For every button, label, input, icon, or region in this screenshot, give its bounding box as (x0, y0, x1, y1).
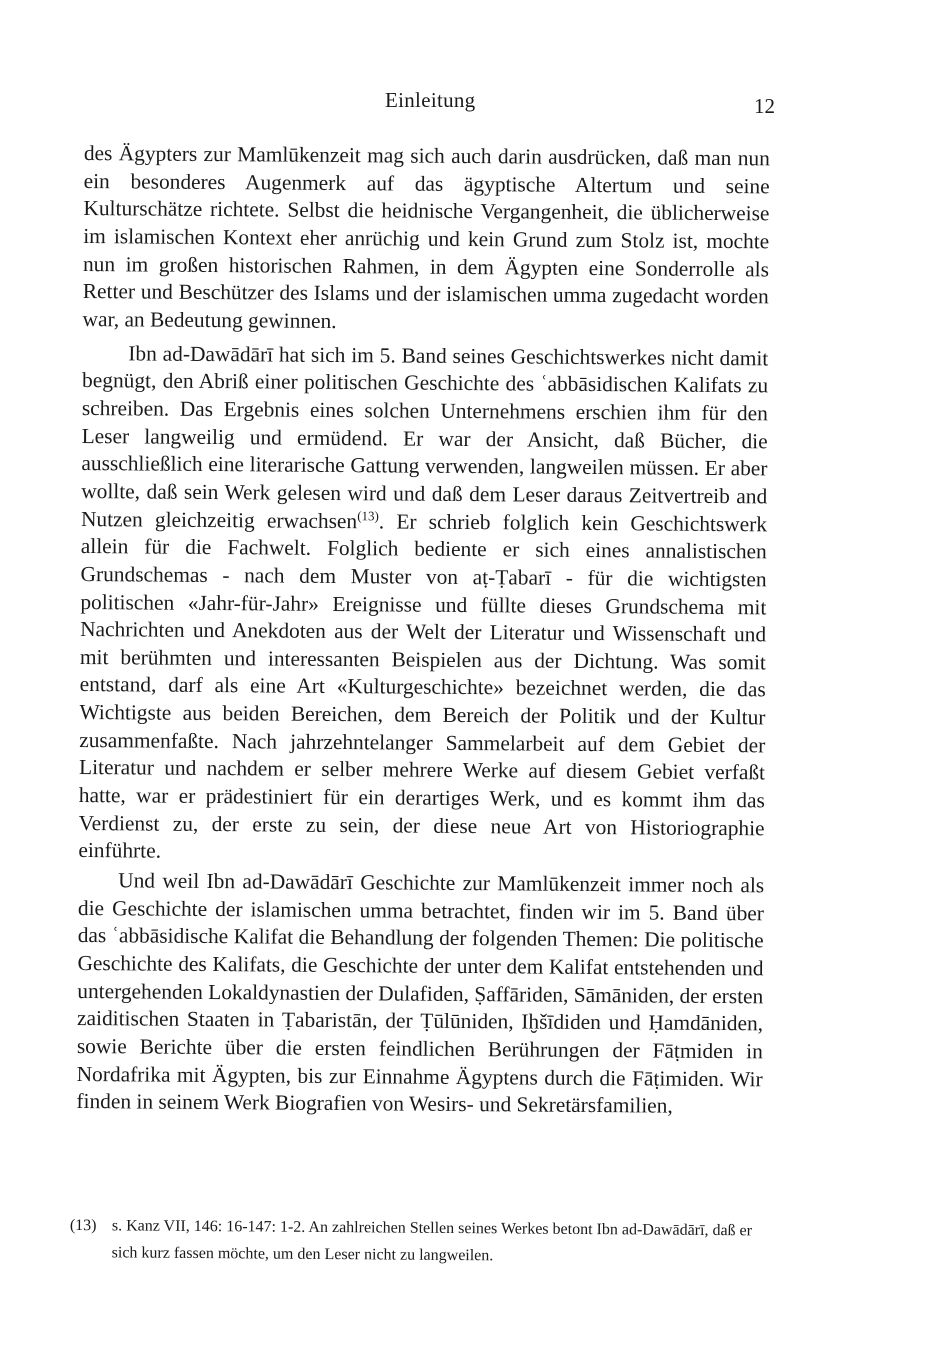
running-head (0, 88, 943, 118)
paragraph-3-text: Und weil Ibn ad-Dawādārī Geschichte zur Mamlūkenzeit immer noch als die Geschichte der islamischen umma betrachtet, finden wir im 5. Band über das ʿabbāsidische Kalifat die Behandlung der folgenden Themen: Die politische Geschichte des Kalifats, die Geschichte der unter dem Kalifat entstehenden und untergehenden Lokaldynastien der Dulafiden, Ṣaffāriden, Sāmāniden, der ersten zaiditischen Staaten in Ṭabaristān, der Ṭūlūniden, Iḫšīdiden und Ḥamdāniden, sowie Berichte über die ersten feindlichen Berührungen der Fāṭmiden in Nordafrika mit Ägypten, bis zur Einnahme Ägyptens durch die Fāṭimiden. Wir finden in seinem Werk Biografien von Wesirs- und Sekretärsfamilien, (76, 868, 765, 1118)
running-title: Einleitung (385, 88, 476, 112)
footnote-reference-13: (13) (357, 507, 379, 523)
paragraph-2 (78, 340, 768, 871)
body-text (76, 140, 770, 1121)
paragraph-2-text-before-note: Ibn ad-Dawādārī hat sich im 5. Band seines Geschichtswerkes nicht damit begnügt, den Abriß einer politischen Geschichte des ʿabbāsidischen Kalifats zu schreiben. Das Ergebnis eines solchen Unternehmens erschien ihm für den Leser langweilig und ermüdend. Er war der Ansicht, daß Bücher, die ausschließlich eine literarische Gattung verwenden, langweilen müssen. Er aber wollte, daß sein Werk gelesen wird und daß dem Leser daraus Zeitvertreib and Nutzen gleichzeitig erwachsen (80, 340, 769, 533)
page-number: 12 (754, 94, 775, 118)
paragraph-2-text-after-note: . Er schrieb folglich kein Geschichtswerk allein für die Fachwelt. Folglich bediente er sich eines annalistischen Grundschemas - nach dem Muster von aṭ-Ṭabarī - für die wichtigsten politischen «Jahr-für-Jahr» Ereignisse und füllte dieses Grundschema mit Nachrichten und Anekdoten aus der Welt der Literatur und Wissenschaft und mit berühmten und interessanten Beispielen aus der Dichtung. Was somit entstand, darf als eine Art «Kulturgeschichte» bezeichnet werden, die das Wichtigste aus beiden Bereichen, dem Bereich der Politik und der Kultur zusammenfaßte. Nach jahrzehntelanger Sammelarbeit auf dem Gebiet der Literatur und nachdem er selber mehrere Werke auf diesem Gebiet verfaßt hatte, war er prädestiniert für ein derartiges Werk, und es kommt ihm das Verdienst zu, der erste zu sein, der diese neue Art von Historiographie einführte. (78, 508, 768, 864)
footnote-13 (70, 1212, 770, 1271)
footnote-number: (13) (69, 1216, 97, 1235)
paragraph-1-text: des Ägypters zur Mamlūkenzeit mag sich auch darin ausdrücken, daß man nun ein besonderes Augenmerk auf das ägyptische Altertum und seine Kulturschätze richtete. Selbst die heidnische Vergangenheit, die üblicherweise im islamischen Kontext eher anrüchig und kein Grund zum Stolz ist, mochte nun im großen historischen Rahmen, in dem Ägypten eine Sonderrolle als Retter und Beschützer des Islams und der islamischen umma zugedacht worden war, an Bedeutung gewinnen. (82, 140, 770, 333)
paragraph-3 (76, 867, 764, 1121)
paragraph-1 (82, 140, 769, 339)
footnote-text: s. Kanz VII, 146: 16-147: 1-2. An zahlreichen Stellen seines Werkes betont Ibn ad-Dawādārī, daß er sich kurz fassen möchte, um den Leser nicht zu langweilen. (111, 1217, 753, 1265)
